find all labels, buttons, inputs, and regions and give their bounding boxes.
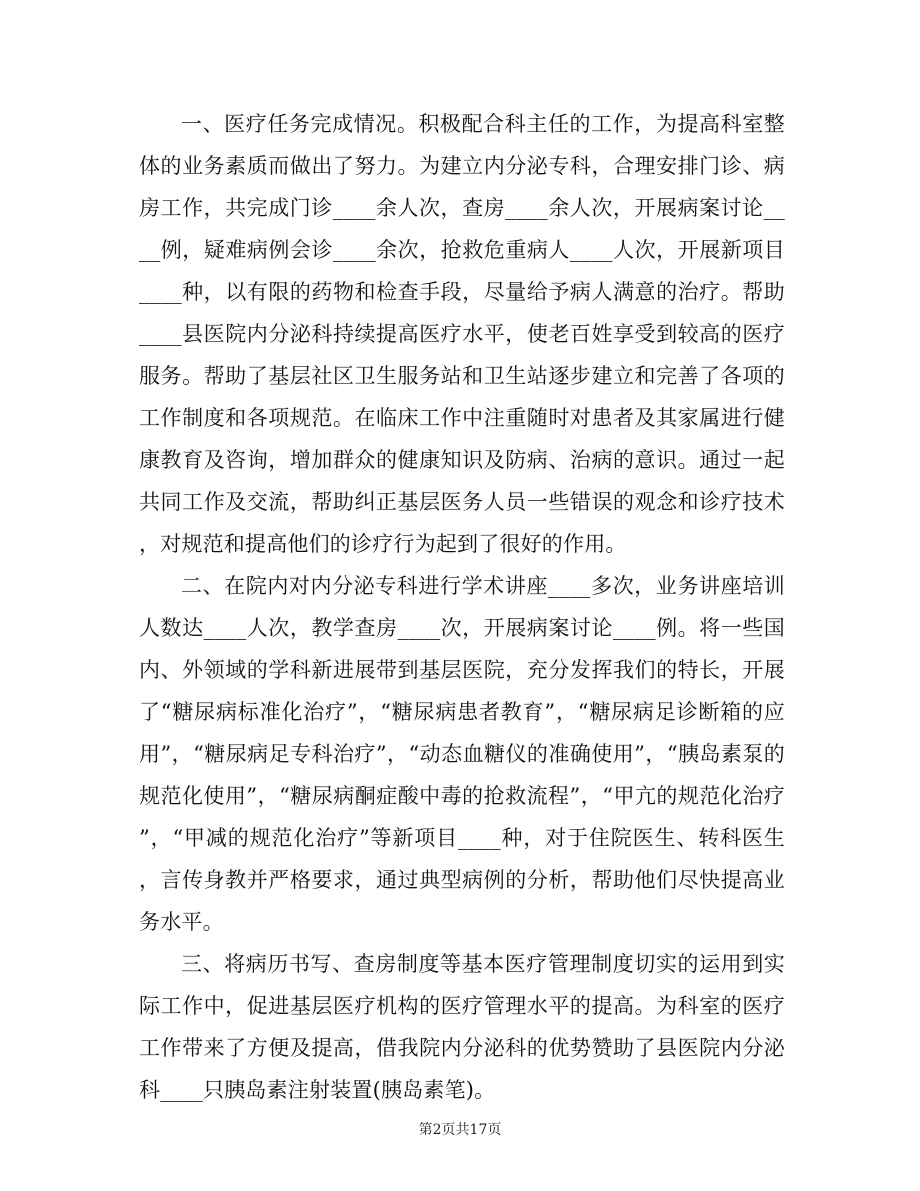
- document-body: [139, 103, 785, 1111]
- page-number-footer: 第2页共17页: [418, 1122, 502, 1138]
- paragraph-medical-tasks: 一、医疗任务完成情况。积极配合科主任的工作，为提高科室整体的业务素质而做出了努力。为建立内分泌专科，合理安排门诊、病房工作，共完成门诊____余人次，查房____余人次，开展病案讨论____例，疑难病例会诊____余次，抢救危重病人____人次，开展新项目____种，以有限的药物和检查手段，尽量给予病人满意的治疗。帮助____县医院内分泌科持续提高医疗水平，使老百姓享受到较高的医疗服务。帮助了基层社区卫生服务站和卫生站逐步建立和完善了各项的工作制度和各项规范。在临床工作中注重随时对患者及其家属进行健康教育及咨询，增加群众的健康知识及防病、治病的意识。通过一起共同工作及交流，帮助纠正基层医务人员一些错误的观念和诊疗技术，对规范和提高他们的诊疗行为起到了很好的作用。: [139, 112, 785, 556]
- paragraph-academic-lectures: 二、在院内对内分泌专科进行学术讲座____多次，业务讲座培训人数达____人次，教学查房____次，开展病案讨论____例。将一些国内、外领域的学科新进展带到基层医院，充分发挥我们的特长，开展了“糖尿病标准化治疗”，“糖尿病患者教育”，“糖尿病足诊断箱的应用”，“糖尿病足专科治疗”，“动态血糖仪的准确使用”，“胰岛素泵的规范化使用”，“糖尿病酮症酸中毒的抢救流程”，“甲亢的规范化治疗”，“甲减的规范化治疗”等新项目____种，对于住院医生、转科医生，言传身教并严格要求，通过典型病例的分析，帮助他们尽快提高业务水平。: [139, 574, 785, 934]
- paragraph-management-system: 三、将病历书写、查房制度等基本医疗管理制度切实的运用到实际工作中，促进基层医疗机构的医疗管理水平的提高。为科室的医疗工作带来了方便及提高，借我院内分泌科的优势赞助了县医院内分泌科____只胰岛素注射装置(胰岛素笔)。: [139, 952, 785, 1102]
